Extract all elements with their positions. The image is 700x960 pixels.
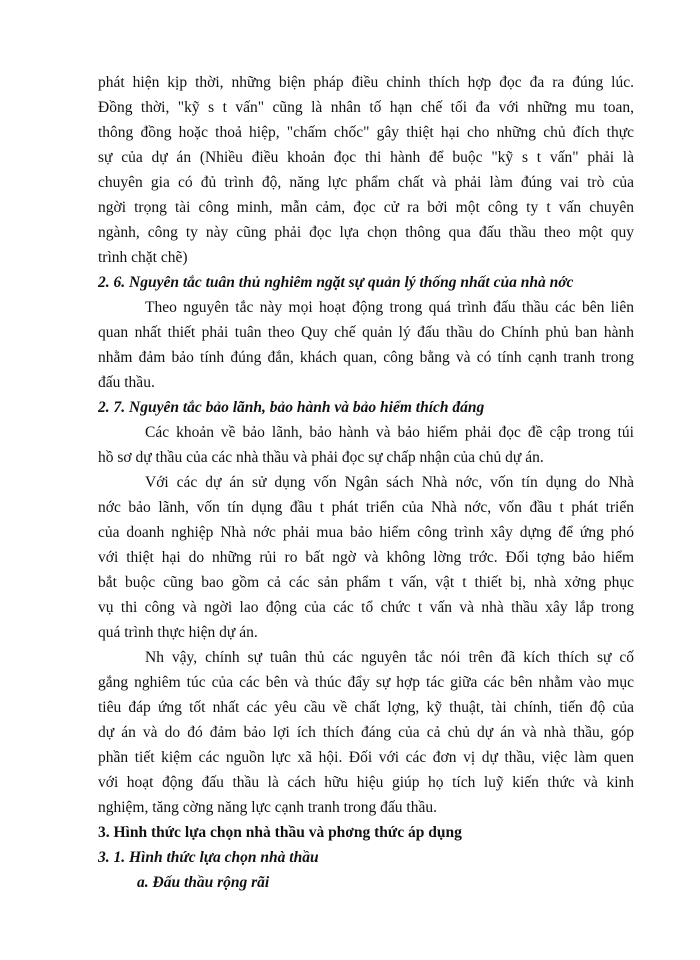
body-text-line: hồ sơ dự thầu của các nhà thầu và phải đọc sự chấp nhận của chủ dự án.	[98, 449, 544, 466]
body-text-line: đấu thầu.	[98, 374, 155, 391]
body-text-line: nhằm đảm bảo tính đúng đắn, khách quan, công bằng và có tính cạnh tranh trong	[98, 349, 634, 366]
body-text-line: chuyên gia có đủ trình độ, năng lực phẩm chất và phải làm đúng vai trò của	[98, 174, 634, 191]
body-text-line: quan nhất thiết phải tuân theo Quy chế quản lý đấu thầu do Chính phủ ban hành	[98, 324, 634, 341]
body-text-line: dự án và do đó đảm bảo lợi ích thích đáng của cả chủ dự án và nhà thầu, góp	[98, 724, 634, 741]
body-text-line: bắt buộc cũng bao gồm cả các sản phẩm t vấn, vật t thiết bị, nhà xởng phục	[98, 574, 634, 591]
body-text-line: với hoạt động đấu thầu là cách hữu hiệu giúp họ tích luỹ kiến thức và kinh	[98, 774, 634, 791]
section-heading: 3. 1. Hình thức lựa chọn nhà thầu	[98, 849, 319, 866]
section-heading: 2. 7. Nguyên tắc bảo lãnh, bảo hành và bảo hiểm thích đáng	[98, 399, 485, 416]
body-text-line: Đồng thời, "kỹ s t vấn" cũng là nhân tố hạn chế tối đa với những mu toan,	[98, 99, 634, 116]
body-text-line: nghiệm, tăng cờng năng lực cạnh tranh trong đấu thầu.	[98, 799, 437, 816]
body-text-line: Nh vậy, chính sự tuân thủ các nguyên tắc nói trên đã kích thích sự cố	[145, 649, 634, 666]
body-text-line: của doanh nghiệp Nhà nớc phải mua bảo hiểm công trình xây dựng để ứng phó	[98, 524, 634, 541]
body-text-line: quá trình thực hiện dự án.	[98, 624, 258, 641]
body-text-line: Các khoản về bảo lãnh, bảo hành và bảo hiểm phải đọc đề cập trong túi	[145, 424, 634, 441]
body-text-line: thông đồng hoặc thoả hiệp, "chấm chốc" gây thiệt hại cho những chủ đích thực	[98, 124, 634, 141]
body-text-line: gắng nghiêm túc của các bên và thúc đẩy sự hợp tác giữa các bên nhằm vào mục	[98, 674, 634, 691]
body-text-line: phần tiết kiệm các nguồn lực xã hội. Đối với các đơn vị dự thầu, việc làm quen	[98, 749, 634, 766]
body-text-line: Theo nguyên tắc này mọi hoạt động trong quá trình đấu thầu các bên liên	[145, 299, 634, 316]
body-text-line: trình chặt chẽ)	[98, 249, 188, 266]
chapter-heading: 3. Hình thức lựa chọn nhà thầu và phơng thức áp dụng	[98, 824, 462, 841]
body-text-line: Với các dự án sử dụng vốn Ngân sách Nhà nớc, vốn tín dụng do Nhà	[145, 474, 634, 491]
body-text-line: phát hiện kịp thời, những biện pháp điều chỉnh thích hợp đọc đa ra đúng lúc.	[98, 74, 634, 91]
body-text-line: vụ thi công và ngời lao động của các tổ chức t vấn và nhà thầu xây lắp trong	[98, 599, 634, 616]
body-text-line: ngành, công ty này cũng phải đọc lựa chọn thông qua đấu thầu theo một quy	[98, 224, 634, 241]
document-page	[98, 70, 634, 895]
subsection-heading: a. Đấu thầu rộng rãi	[137, 874, 270, 891]
section-heading: 2. 6. Nguyên tắc tuân thủ nghiêm ngặt sự quản lý thống nhất của nhà nớc	[98, 274, 574, 291]
body-text-line: sự của dự án (Nhiều điều khoản đọc thi hành để buộc "kỹ s t vấn" phải là	[98, 149, 634, 166]
body-text-line: tiêu đáp ứng tốt nhất các yêu cầu về chất lợng, kỹ thuật, tài chính, tiến độ của	[98, 699, 634, 716]
body-text-line: với thiệt hại do những rủi ro bất ngờ và không lờng trớc. Đối tợng bảo hiểm	[98, 549, 634, 566]
body-text-line: nớc bảo lãnh, vốn tín dụng đầu t phát triển của Nhà nớc, vốn đầu t phát triển	[98, 499, 634, 516]
body-text-line: ngời trọng tài công minh, mẫn cảm, đọc cử ra bởi một công ty t vấn chuyên	[98, 199, 634, 216]
